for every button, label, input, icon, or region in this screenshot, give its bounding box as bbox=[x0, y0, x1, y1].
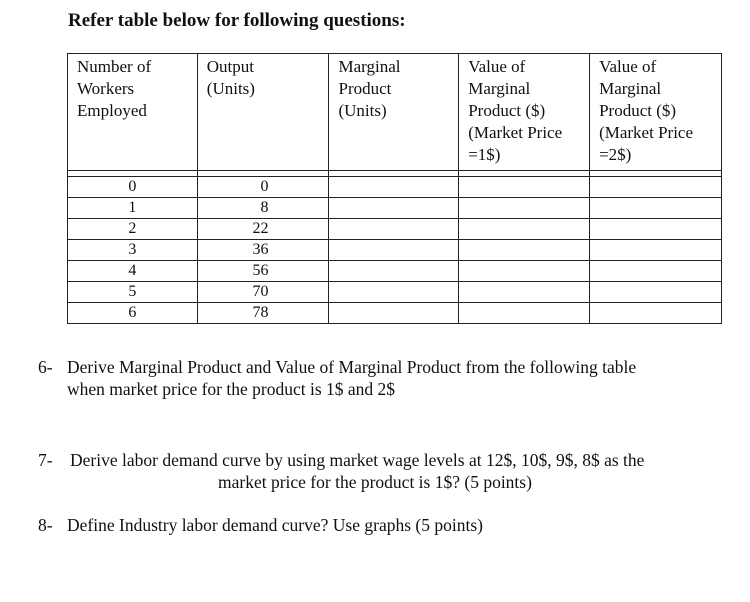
table-row bbox=[68, 240, 722, 261]
question-number: 6- bbox=[38, 357, 53, 377]
question-text: Define Industry labor demand curve? Use graphs (5 points) bbox=[67, 515, 483, 535]
workers-cell: 6 bbox=[68, 303, 198, 324]
vmp-price-1-cell bbox=[459, 282, 590, 303]
header-line: Marginal bbox=[599, 79, 662, 98]
question-7 bbox=[38, 449, 728, 495]
marginal-product-cell bbox=[329, 282, 459, 303]
output-cell: 56 bbox=[197, 261, 329, 282]
question-number: 8- bbox=[38, 515, 53, 535]
table-row bbox=[68, 282, 722, 303]
table-row bbox=[68, 219, 722, 240]
header-line: Value of bbox=[468, 57, 526, 76]
vmp-price-1-cell bbox=[459, 177, 590, 198]
workers-cell: 3 bbox=[68, 240, 198, 261]
header-line: Output bbox=[206, 57, 255, 76]
header-output bbox=[197, 54, 329, 171]
output-cell: 0 bbox=[197, 177, 329, 198]
header-line: Employed bbox=[77, 101, 147, 120]
marginal-product-cell bbox=[329, 219, 459, 240]
page-heading: Refer table below for following questions: bbox=[68, 10, 406, 31]
question-text: Derive labor demand curve by using market wage levels at 12$, 10$, 9$, 8$ as the bbox=[70, 450, 645, 470]
table-row bbox=[68, 303, 722, 324]
header-line: (Market Price bbox=[599, 123, 694, 142]
workers-cell: 1 bbox=[68, 198, 198, 219]
header-marginal-product bbox=[329, 54, 459, 171]
header-line: (Units) bbox=[206, 79, 255, 98]
output-cell: 78 bbox=[197, 303, 329, 324]
vmp-price-2-cell bbox=[590, 198, 722, 219]
table-row bbox=[68, 261, 722, 282]
output-cell: 70 bbox=[197, 282, 329, 303]
table-row bbox=[68, 177, 722, 198]
vmp-price-1-cell bbox=[459, 198, 590, 219]
question-8 bbox=[38, 514, 728, 538]
workers-cell: 4 bbox=[68, 261, 198, 282]
marginal-product-cell bbox=[329, 303, 459, 324]
vmp-price-2-cell bbox=[590, 219, 722, 240]
vmp-price-2-cell bbox=[590, 282, 722, 303]
header-line: =1$) bbox=[468, 145, 501, 164]
marginal-product-cell bbox=[329, 177, 459, 198]
question-number: 7- bbox=[38, 450, 53, 470]
production-table bbox=[67, 53, 722, 324]
table-row bbox=[68, 198, 722, 219]
header-line: Value of bbox=[599, 57, 657, 76]
header-line: Product bbox=[338, 79, 392, 98]
vmp-price-1-cell bbox=[459, 240, 590, 261]
vmp-price-1-cell bbox=[459, 303, 590, 324]
workers-cell: 2 bbox=[68, 219, 198, 240]
header-line: Product ($) bbox=[468, 101, 546, 120]
header-line: Marginal bbox=[338, 57, 401, 76]
workers-cell: 5 bbox=[68, 282, 198, 303]
output-cell: 22 bbox=[197, 219, 329, 240]
header-line: Workers bbox=[77, 79, 135, 98]
header-line: Product ($) bbox=[599, 101, 677, 120]
header-vmp-price-1 bbox=[459, 54, 590, 171]
workers-cell: 0 bbox=[68, 177, 198, 198]
header-line: (Market Price bbox=[468, 123, 563, 142]
question-text: Derive Marginal Product and Value of Marginal Product from the following table bbox=[67, 357, 637, 377]
header-line: Number of bbox=[77, 57, 152, 76]
marginal-product-cell bbox=[329, 198, 459, 219]
output-cell: 8 bbox=[197, 198, 329, 219]
question-text: when market price for the product is 1$ and 2$ bbox=[67, 379, 396, 399]
vmp-price-1-cell bbox=[459, 219, 590, 240]
vmp-price-2-cell bbox=[590, 303, 722, 324]
header-workers bbox=[68, 54, 198, 171]
header-line: (Units) bbox=[338, 101, 387, 120]
header-line: =2$) bbox=[599, 145, 632, 164]
marginal-product-cell bbox=[329, 261, 459, 282]
output-cell: 36 bbox=[197, 240, 329, 261]
table-header-row bbox=[68, 54, 722, 171]
question-text: market price for the product is 1$? (5 points) bbox=[218, 472, 532, 492]
vmp-price-2-cell bbox=[590, 261, 722, 282]
vmp-price-1-cell bbox=[459, 261, 590, 282]
vmp-price-2-cell bbox=[590, 240, 722, 261]
header-line: Marginal bbox=[468, 79, 531, 98]
question-6 bbox=[38, 356, 728, 402]
header-vmp-price-2 bbox=[590, 54, 722, 171]
vmp-price-2-cell bbox=[590, 177, 722, 198]
marginal-product-cell bbox=[329, 240, 459, 261]
